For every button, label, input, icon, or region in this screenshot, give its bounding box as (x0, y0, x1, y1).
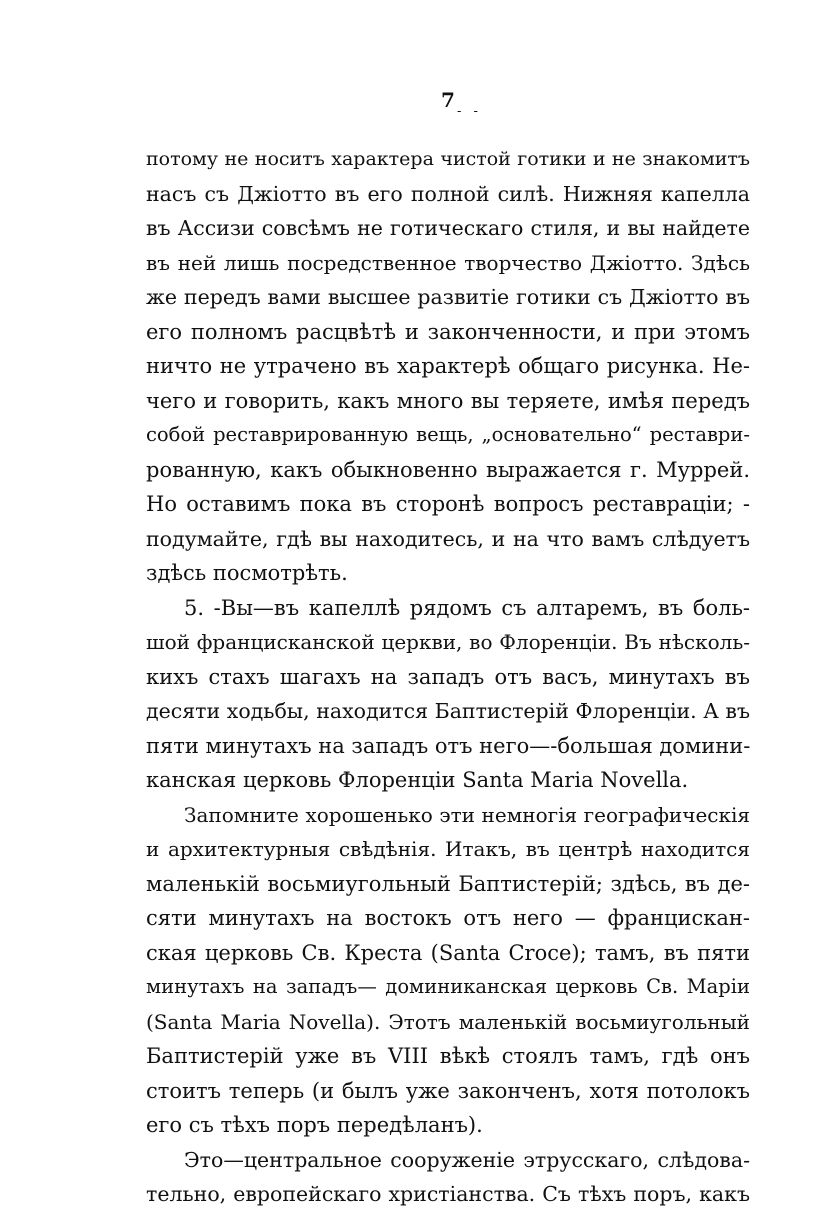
text-line: же передъ вами высшее развитie готики съ Джiотто въ (146, 285, 750, 309)
text-line: рованную, какъ обыкновенно выражается г. Муррей. (146, 457, 750, 482)
text-line: Баптистерiй уже въ VIII вѣкѣ стоялъ тамъ, гдѣ онъ (146, 1044, 750, 1068)
text-line: 5. -Вы—въ капеллѣ рядомъ съ алтаремъ, въ боль- (184, 595, 750, 620)
text-line: въ ней лишь посредственное творчество Джiотто. Здѣсь (146, 250, 750, 275)
page-number-mark: - - (457, 104, 482, 119)
text-line: минутахъ на западъ— доминиканская церковь Св. Марiи (146, 975, 750, 998)
text-line: десяти ходьбы, находится Баптистерiй Флоренцiи. А въ (146, 699, 750, 723)
text-line: его съ тѣхъ поръ передѣланъ). (146, 1113, 483, 1137)
text-line: стоитъ теперь (и былъ уже законченъ, хотя потолокъ (146, 1078, 750, 1103)
text-line: Запомните хорошенько эти немногiя географическiя (184, 802, 750, 827)
text-line: здѣсь посмотрѣть. (146, 561, 348, 585)
text-line: шой францисканской церкви, во Флоренцiи. Въ нѣсколь- (146, 630, 750, 654)
text-line: его полномъ расцвѣтѣ и законченности, и при этомъ (146, 319, 750, 344)
text-line: собой реставрированную вещь, „основательно“ реставри- (146, 423, 750, 446)
text-line: ничто не утрачено въ характерѣ общаго рисунка. Не- (146, 354, 750, 378)
text-line: кихъ стахъ шагахъ на западъ отъ васъ, минутахъ въ (146, 664, 750, 689)
text-line: насъ съ Джiотто въ его полной силѣ. Нижняя капелла (146, 181, 750, 206)
text-line: тельно, европейскаго христiанства. Съ тѣхъ поръ, какъ (146, 1182, 750, 1206)
text-line: въ Ассизи совсѣмъ не готическаго стиля, и вы найдете (146, 216, 750, 240)
text-line: пяти минутахъ на западъ отъ него—-большая домини- (146, 733, 750, 758)
text-line: ская церковь Св. Креста (Santa Croce); тамъ, въ пяти (146, 940, 750, 965)
text-line: (Santa Maria Novella). Этотъ маленькiй восьмиугольный (146, 1009, 750, 1034)
text-line: и архитектурныя свѣдѣнiя. Итакъ, въ центрѣ находится (146, 837, 750, 861)
text-line: потому не носитъ характера чистой готики и не знакомитъ (146, 148, 750, 170)
page-number: 7 (441, 88, 455, 112)
text-line: подумайте, гдѣ вы находитесь, и на что вамъ слѣдуетъ (146, 526, 750, 551)
text-line: чего и говорить, какъ много вы теряете, имѣя передъ (146, 388, 750, 413)
text-line: Но оставимъ пока въ сторонѣ вопросъ реставрацiи; - (146, 492, 750, 516)
text-line: маленькiй восьмиугольный Баптистерiй; здѣсь, въ де- (146, 871, 750, 896)
text-line: сяти минутахъ на востокъ отъ него — францискан- (146, 906, 750, 930)
body-text (146, 142, 750, 1212)
text-line: Это—центральное сооруженiе этрусскаго, слѣдова- (184, 1147, 750, 1172)
text-line: канская церковь Флоренцiи Santa Maria Novella. (146, 768, 689, 792)
